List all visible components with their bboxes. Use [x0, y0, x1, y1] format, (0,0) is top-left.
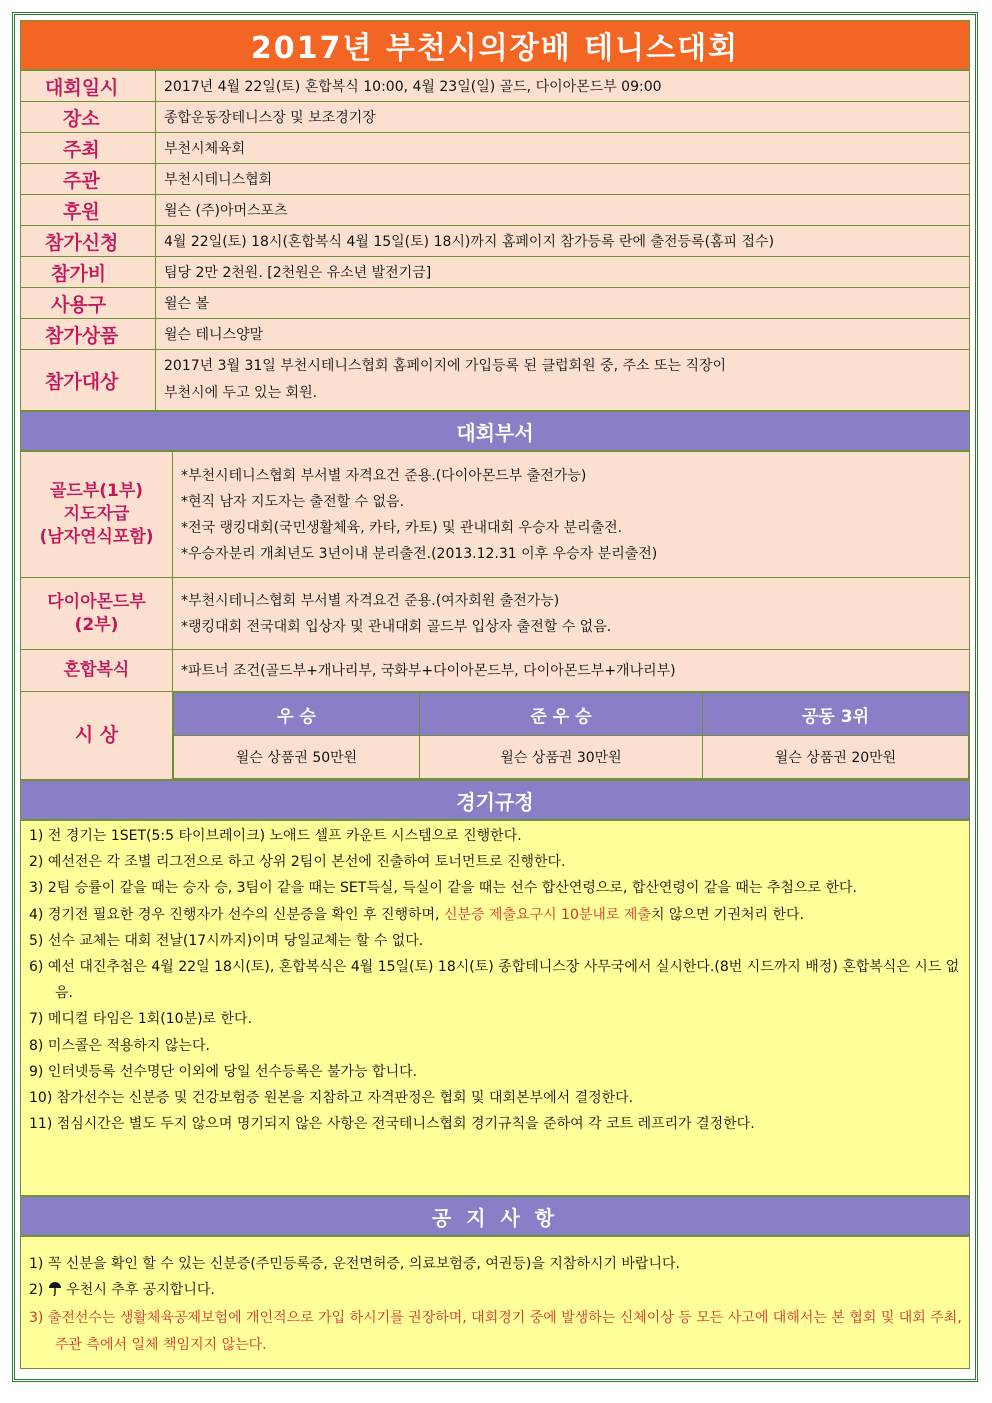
rule-text: 치 않으면 기권처리 한다. — [650, 906, 804, 923]
division-item: *파트너 조건(골드부+개나리부, 국화부+다이아몬드부, 다이아몬드부+개나리부) — [173, 650, 970, 692]
prize-value: 윌슨 상품권 20만원 — [703, 736, 969, 779]
info-row-gift — [21, 319, 970, 350]
prize-value: 윌슨 상품권 30만원 — [420, 736, 703, 779]
info-label: 주관 — [63, 169, 100, 192]
info-table — [20, 70, 970, 411]
prize-label: 시 상 — [21, 692, 173, 780]
division-item: *우승자분리 개최년도 3년이내 분리출전.(2013.12.31 이후 우승자 분리출전) — [181, 545, 658, 562]
division-label-line: (남자연식포함) — [39, 527, 154, 547]
rule-item: 3) 2팀 승률이 같을 때는 승자 승, 3팀이 같을 때는 SET득실, 득실이 같을 때는 선수 합산연령으로, 합산연령이 같을 때는 추첨으로 한다. — [29, 880, 857, 897]
rules-body — [20, 820, 970, 1196]
info-value: 종합운동장테니스장 및 보조경기장 — [156, 102, 970, 133]
info-value: 팀당 2만 2천원. [2천원은 유소년 발전기금] — [156, 257, 970, 288]
division-item: *부천시테니스협회 부서별 자격요건 준용.(다이아몬드부 출전가능) — [181, 467, 587, 484]
info-label: 후원 — [63, 200, 100, 223]
info-row-sponsor — [21, 195, 970, 226]
division-label-line: 골드부(1부) — [49, 481, 144, 501]
info-label: 대회일시 — [45, 76, 119, 99]
division-section-header: 대회부서 — [20, 411, 970, 451]
info-label: 참가비 — [51, 262, 107, 285]
info-row-date — [21, 71, 970, 102]
info-label: 주최 — [63, 138, 100, 161]
rule-item: 10) 참가선수는 신분증 및 건강보험증 원본을 지참하고 자격판정은 협회 및 대회본부에서 결정한다. — [29, 1090, 634, 1107]
info-row-venue — [21, 102, 970, 133]
division-label-line: 지도자급 — [63, 504, 130, 524]
division-item: *랭킹대회 전국대회 입상자 및 관내대회 골드부 입상자 출전할 수 없음. — [181, 618, 612, 635]
info-value: 부천시테니스협회 — [156, 164, 970, 195]
division-item: *전국 랭킹대회(국민생활체육, 카타, 카토) 및 관내대회 우승자 분리출전. — [181, 519, 623, 536]
division-item: *현직 남자 지도자는 출전할 수 없음. — [181, 493, 405, 510]
rule-item: 2) 예선전은 각 조별 리그전으로 하고 상위 2팀이 본선에 진출하여 토너먼트로 진행한다. — [29, 854, 566, 871]
info-value: 윌슨 테니스양말 — [156, 319, 970, 350]
notice-number: 2) — [29, 1282, 44, 1299]
info-label: 사용구 — [51, 293, 107, 316]
division-table — [20, 451, 970, 780]
rule-text: 4) 경기전 필요한 경우 진행자가 선수의 신분증을 확인 후 진행하며, — [29, 906, 440, 923]
prize-table — [173, 692, 969, 779]
info-value: 부천시체육회 — [156, 133, 970, 164]
umbrella-icon — [48, 1279, 62, 1305]
rule-item: 6) 예선 대진추첨은 4월 22일 18시(토), 혼합복식은 4월 15일(토) 18시(토) 종합테니스장 사무국에서 실시한다.(8번 시드까지 배정) 혼합복식은 시드 없음. — [29, 959, 960, 1002]
info-label: 참가신청 — [45, 231, 119, 254]
info-value-line: 2017년 3월 31일 부천시테니스협회 홈페이지에 가입등록 된 클럽회원 중, 주소 또는 직장이 — [164, 358, 727, 374]
info-row-eligibility — [21, 350, 970, 411]
info-label: 장소 — [63, 107, 100, 130]
division-gold-row — [21, 452, 970, 578]
notice-body — [20, 1236, 970, 1369]
info-row-ball — [21, 288, 970, 319]
info-value: 윌슨 (주)아머스포츠 — [156, 195, 970, 226]
prize-header: 공동 3위 — [703, 693, 969, 736]
rule-item: 7) 메디컬 타임은 1회(10분)로 한다. — [29, 1011, 253, 1028]
poster — [20, 20, 970, 1369]
info-value-line: 부천시에 두고 있는 회원. — [164, 385, 318, 401]
prize-header: 우 승 — [174, 693, 420, 736]
notice-text: 우천시 추후 공지합니다. — [66, 1282, 215, 1299]
info-row-fee — [21, 257, 970, 288]
division-label-line: (2부) — [74, 614, 119, 635]
division-diamond-row — [21, 578, 970, 650]
notice-section-header: 공 지 사 항 — [20, 1196, 970, 1236]
info-value: 4월 22일(토) 18시(혼합복식 4월 15일(토) 18시)까지 홈페이지 참가등록 란에 출전등록(홈피 접수) — [156, 226, 970, 257]
notice-item: 3) 출전선수는 생활체육공제보험에 개인적으로 가입 하시기를 권장하며, 대회경기 중에 발생하는 신체이상 등 모든 사고에 대해서는 본 협회 및 대회 주최,주관 측에서 일체 책임지지 않는다. — [29, 1310, 962, 1353]
division-mixed-row — [21, 650, 970, 692]
division-item: *부천시테니스협회 부서별 자격요건 준용.(여자회원 출전가능) — [181, 592, 560, 609]
division-label: 혼합복식 — [21, 650, 173, 692]
info-value: 2017년 4월 22일(토) 혼합복식 10:00, 4월 23일(일) 골드, 다이아몬드부 09:00 — [156, 71, 970, 102]
rule-item: 1) 전 경기는 1SET(5:5 타이브레이크) 노애드 셀프 카운트 시스템으로 진행한다. — [29, 828, 522, 844]
info-row-organizer — [21, 164, 970, 195]
rule-item: 8) 미스콜은 적용하지 않는다. — [29, 1037, 210, 1054]
rule-item: 11) 점심시간은 별도 두지 않으며 명기되지 않은 사항은 전국테니스협회 경기규칙을 준하여 각 코트 레프리가 결정한다. — [29, 1116, 755, 1133]
info-row-host — [21, 133, 970, 164]
rule-item — [25, 902, 963, 928]
notice-item — [25, 1277, 963, 1305]
info-value: 윌슨 볼 — [156, 288, 970, 319]
info-label: 참가상품 — [45, 324, 119, 347]
info-label: 참가대상 — [45, 370, 119, 393]
prize-row — [21, 692, 970, 780]
division-label-line: 다이아몬드부 — [47, 591, 146, 612]
poster-title: 2017년 부천시의장배 테니스대회 — [20, 20, 970, 70]
rule-item: 9) 인터넷등록 선수명단 이외에 당일 선수등록은 불가능 합니다. — [29, 1063, 418, 1080]
notice-item: 1) 꼭 신분을 확인 할 수 있는 신분증(주민등록증, 운전면허증, 의료보험증, 여권등)을 지참하시기 바랍니다. — [29, 1256, 680, 1272]
rule-highlight: 신분증 제출요구시 10분내로 제출 — [443, 906, 651, 923]
prize-value: 윌슨 상품권 50만원 — [174, 736, 420, 779]
prize-header: 준 우 승 — [420, 693, 703, 736]
rules-section-header: 경기규정 — [20, 780, 970, 820]
rule-item: 5) 선수 교체는 대회 전날(17시까지)이며 당일교체는 할 수 없다. — [29, 932, 424, 949]
info-row-registration — [21, 226, 970, 257]
